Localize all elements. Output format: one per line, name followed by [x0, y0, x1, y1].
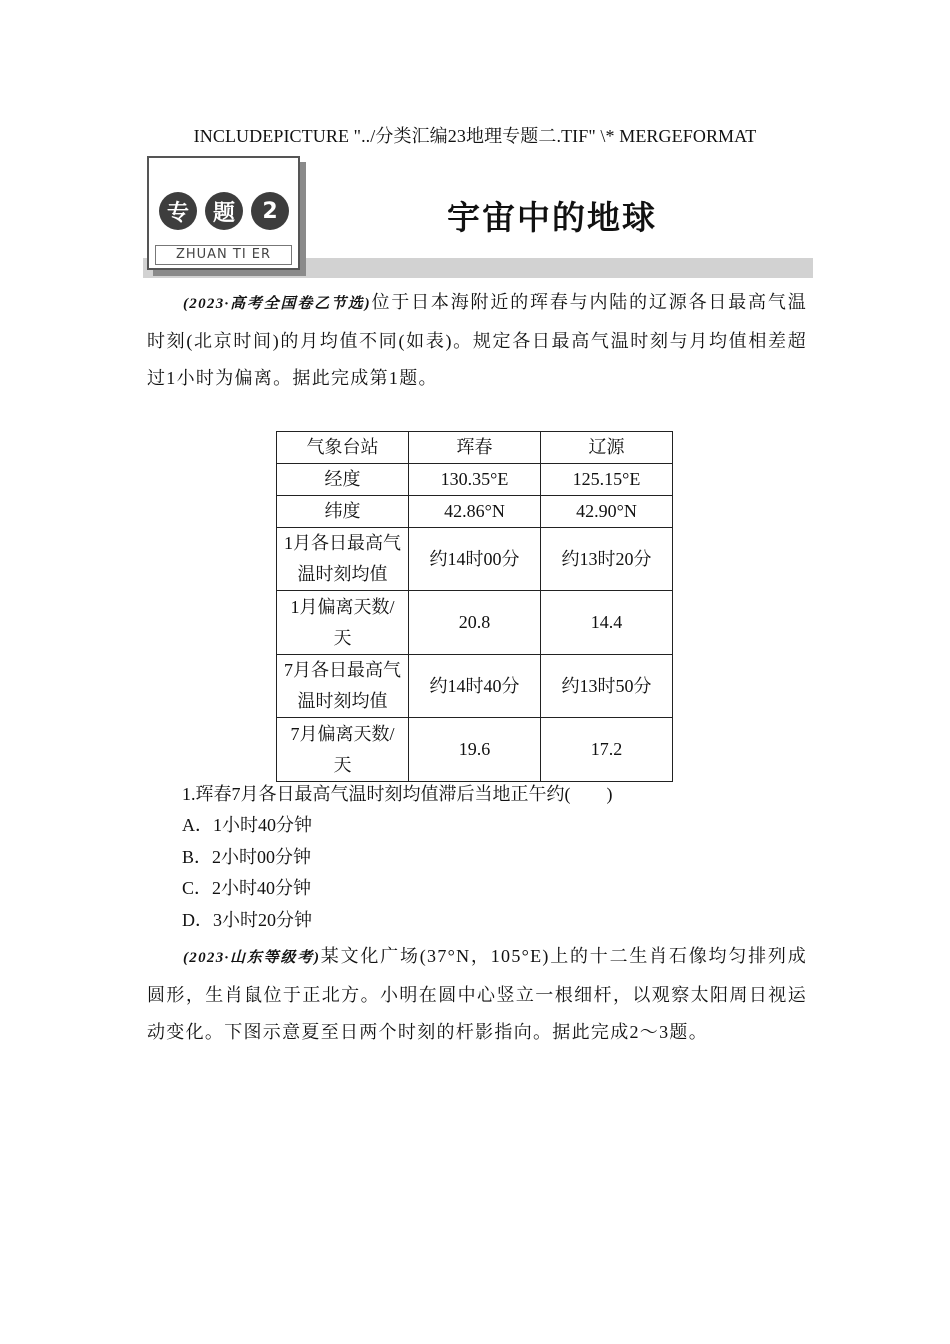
intro-text-1: 位于日本海附近的珲春与内陆的辽源各日最高气温时刻(北京时间)的月均值不同(如表)。规定各日最高气温时刻与月均值相差超过1小时为偏离。据此完成第1题。 — [147, 292, 807, 388]
table-row — [277, 528, 673, 591]
table-row — [277, 496, 673, 528]
table-cell: 纬度 — [277, 496, 409, 528]
table-cell: 130.35°E — [409, 464, 541, 496]
table-row — [277, 591, 673, 655]
table-header-cell: 气象台站 — [277, 432, 409, 464]
topic-badge — [147, 156, 300, 270]
question-1-stem: 1.珲春7月各日最高气温时刻均值滞后当地正午约( ) — [182, 784, 613, 804]
table-header-row — [277, 432, 673, 464]
table-cell: 1月各日最高气温时刻均值 — [277, 528, 409, 591]
table-cell: 125.15°E — [541, 464, 673, 496]
table-cell: 7月偏离天数/天 — [277, 718, 409, 782]
table-cell: 1月偏离天数/天 — [277, 591, 409, 655]
source-label-1: (2023·高考全国卷乙节选) — [183, 296, 371, 312]
weather-station-table — [276, 431, 673, 782]
table-cell: 约14时40分 — [409, 655, 541, 718]
table-row — [277, 718, 673, 782]
table-cell: 17.2 — [541, 718, 673, 782]
badge-pinyin: ZHUAN TI ER — [155, 245, 292, 265]
table-row — [277, 464, 673, 496]
include-picture-field: INCLUDEPICTURE "../分类汇编23地理专题二.TIF" \* MERGEFORMAT — [193, 126, 757, 146]
table-cell: 经度 — [277, 464, 409, 496]
badge-char-2: 题 — [205, 192, 243, 230]
table-cell: 42.86°N — [409, 496, 541, 528]
table-header-cell: 辽源 — [541, 432, 673, 464]
intro-paragraph-1 — [147, 284, 807, 397]
table-cell: 约13时20分 — [541, 528, 673, 591]
table-cell: 约14时00分 — [409, 528, 541, 591]
intro-text-2: 某文化广场(37°N，105°E)上的十二生肖石像均匀排列成圆形，生肖鼠位于正北方。小明在圆中心竖立一根细杆，以观察太阳周日视运动变化。下图示意夏至日两个时刻的杆影指向。据此完成2～3题。 — [147, 946, 807, 1042]
table-cell: 19.6 — [409, 718, 541, 782]
badge-circles — [159, 192, 289, 230]
table-cell: 约13时50分 — [541, 655, 673, 718]
table-cell: 7月各日最高气温时刻均值 — [277, 655, 409, 718]
table-cell: 14.4 — [541, 591, 673, 655]
badge-char-3: 2 — [251, 192, 289, 230]
badge-char-1: 专 — [159, 192, 197, 230]
table-header-cell: 珲春 — [409, 432, 541, 464]
question-1-option-d: D．3小时20分钟 — [182, 910, 312, 930]
chapter-title: 宇宙中的地球 — [447, 198, 657, 237]
table-row — [277, 655, 673, 718]
source-label-2: (2023·山东等级考) — [183, 950, 321, 966]
question-1-option-c: C．2小时40分钟 — [182, 878, 312, 898]
table-cell: 42.90°N — [541, 496, 673, 528]
table-cell: 20.8 — [409, 591, 541, 655]
question-1-option-a: A．1小时40分钟 — [182, 815, 312, 835]
question-1-option-b: B．2小时00分钟 — [182, 847, 312, 867]
intro-paragraph-2 — [147, 938, 807, 1051]
